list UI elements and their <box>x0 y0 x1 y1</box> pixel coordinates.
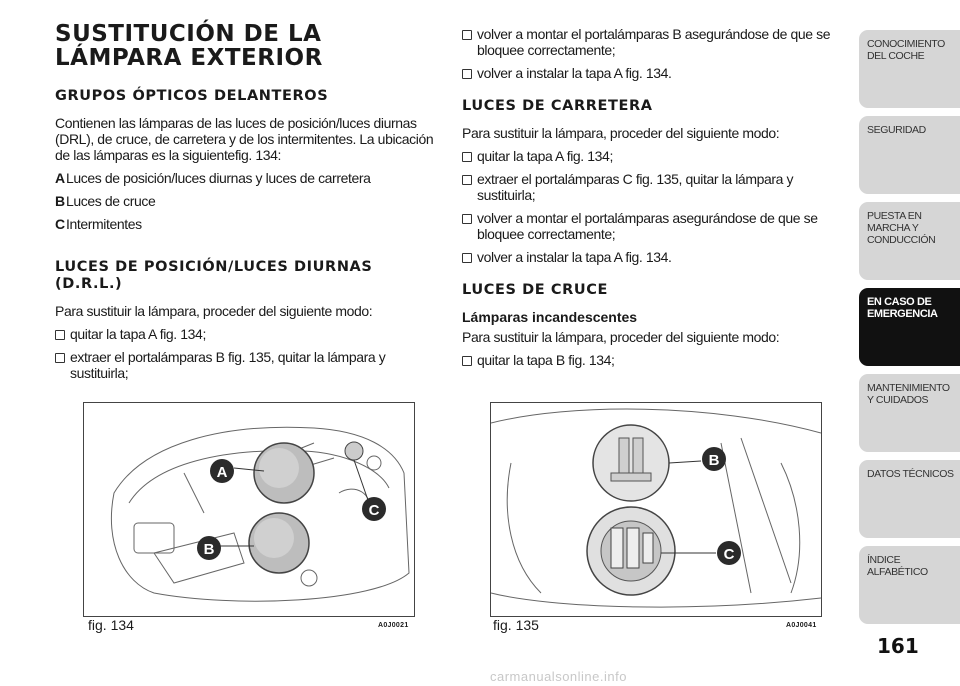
svg-text:B: B <box>203 541 215 558</box>
chapter-tabs <box>859 30 960 632</box>
figure-code: A0J0041 <box>786 622 817 629</box>
subheading-lamparas: Lámparas incandescentes <box>462 309 638 325</box>
right-column <box>462 26 842 375</box>
legend-text: Intermitentes <box>66 216 142 232</box>
section-intro: Para sustituir la lámpara, proceder del siguiente modo: <box>55 303 373 319</box>
checkbox-bullet-icon <box>462 152 472 162</box>
lamp-legend <box>55 170 437 232</box>
step-item: volver a instalar la tapa A fig. 134. <box>462 65 842 81</box>
step-item: volver a montar el portalámparas asegurándose de que se bloquee correctamente; <box>462 210 842 242</box>
figure-134-headlamp <box>83 402 415 617</box>
tab-en-caso-de-emergencia[interactable]: EN CASO DE EMERGENCIA <box>859 288 960 366</box>
checkbox-bullet-icon <box>55 330 65 340</box>
tab-indice-alfabetico[interactable]: ÍNDICE ALFABÉTICO <box>859 546 960 624</box>
legend-text: Luces de cruce <box>66 193 156 209</box>
section-intro: Contienen las lámparas de las luces de posición/luces diurnas (DRL), de cruce, de carretera y de los intermitentes. La ubicación de las lámparas es la siguientefig. 134: <box>55 115 434 163</box>
svg-text:C: C <box>723 546 735 563</box>
tab-conocimiento-del-coche[interactable]: CONOCIMIENTO DEL COCHE <box>859 30 960 108</box>
section-heading-luces-cruce: LUCES DE CRUCE <box>462 282 609 298</box>
left-column <box>55 22 437 388</box>
callout-c <box>717 541 741 565</box>
legend-item <box>55 216 437 232</box>
callout-c <box>362 497 386 521</box>
tab-puesta-en-marcha[interactable]: PUESTA EN MARCHA Y CONDUCCIÓN <box>859 202 960 280</box>
checkbox-bullet-icon <box>462 214 472 224</box>
legend-text: Luces de posición/luces diurnas y luces de carretera <box>66 170 371 186</box>
checkbox-bullet-icon <box>55 353 65 363</box>
step-item: extraer el portalámparas C fig. 135, quitar la lámpara y sustituirla; <box>462 171 842 203</box>
bulb-holder-illustration <box>491 403 821 616</box>
tab-mantenimiento[interactable]: MANTENIMIENTO Y CUIDADOS <box>859 374 960 452</box>
checkbox-bullet-icon <box>462 253 472 263</box>
figure-caption: fig. 134 <box>88 617 134 633</box>
page-title: SUSTITUCIÓN DE LA LÁMPARA EXTERIOR <box>55 21 323 71</box>
section-intro: Para sustituir la lámpara, proceder del siguiente modo: <box>462 125 780 141</box>
step-item: extraer el portalámparas B fig. 135, quitar la lámpara y sustituirla; <box>55 349 437 381</box>
tab-datos-tecnicos[interactable]: DATOS TÉCNICOS <box>859 460 960 538</box>
section-intro: Para sustituir la lámpara, proceder del siguiente modo: <box>462 329 780 345</box>
watermark-text: carmanualsonline.info <box>490 669 627 684</box>
checkbox-bullet-icon <box>462 30 472 40</box>
callout-b <box>702 447 726 471</box>
step-item: quitar la tapa B fig. 134; <box>462 352 842 368</box>
checkbox-bullet-icon <box>462 69 472 79</box>
step-item: quitar la tapa A fig. 134; <box>55 326 437 342</box>
page-number: 161 <box>877 634 919 658</box>
legend-key: C <box>55 216 65 232</box>
legend-item <box>55 170 437 186</box>
callout-b <box>197 536 221 560</box>
callout-a <box>210 459 234 483</box>
section-heading-grupos-opticos: GRUPOS ÓPTICOS DELANTEROS <box>55 88 329 104</box>
checkbox-bullet-icon <box>462 356 472 366</box>
figure-135-bulb-holders <box>490 402 822 617</box>
figure-code: A0J0021 <box>378 622 409 629</box>
tab-seguridad[interactable]: SEGURIDAD <box>859 116 960 194</box>
headlamp-illustration <box>84 403 414 616</box>
checkbox-bullet-icon <box>462 175 472 185</box>
step-item: volver a montar el portalámparas B asegurándose de que se bloquee correctamente; <box>462 26 842 58</box>
svg-text:B: B <box>708 452 720 469</box>
svg-text:C: C <box>368 502 380 519</box>
legend-key: B <box>55 193 65 209</box>
legend-item <box>55 193 437 209</box>
section-heading-luces-posicion: LUCES DE POSICIÓN/LUCES DIURNAS (D.R.L.) <box>55 259 373 292</box>
step-item: quitar la tapa A fig. 134; <box>462 148 842 164</box>
step-item: volver a instalar la tapa A fig. 134. <box>462 249 842 265</box>
figure-caption: fig. 135 <box>493 617 539 633</box>
svg-text:A: A <box>216 464 228 481</box>
section-heading-luces-carretera: LUCES DE CARRETERA <box>462 98 653 114</box>
legend-key: A <box>55 170 65 186</box>
